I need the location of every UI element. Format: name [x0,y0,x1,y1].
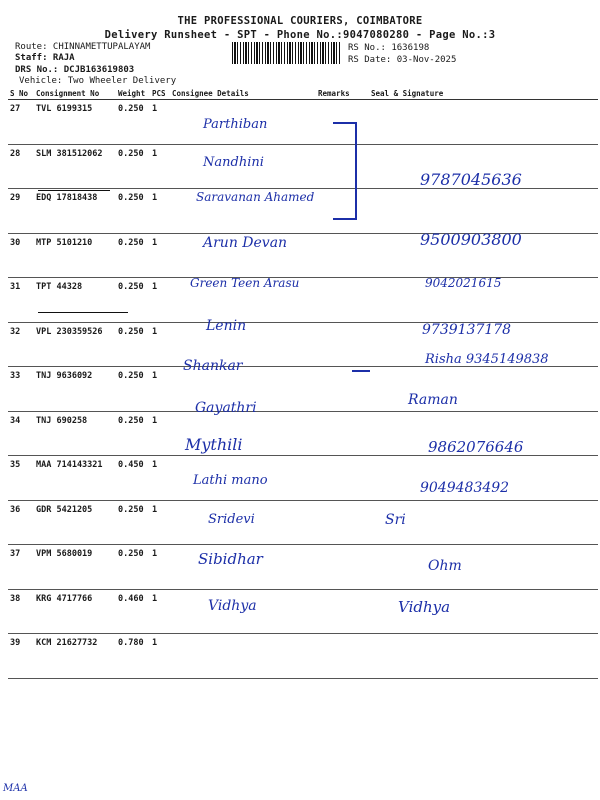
remarks-cell [316,322,369,367]
rs-number: RS No.: 1636198 [348,43,430,53]
remarks-cell [316,634,369,679]
weight-cell: 0.250 [116,233,150,278]
handwritten-signature: 9049483492 [420,480,510,496]
col-weight: Weight [116,88,150,100]
handwritten-signature: Sri [385,512,406,528]
pcs-cell: 1 [150,100,170,145]
remarks-cell [316,500,369,545]
consignee-cell [170,634,316,679]
sno-cell: 32 [8,322,34,367]
col-sno: S No [8,88,34,100]
handwritten-signature: 9739137178 [422,322,512,338]
handwritten-signature: 9862076646 [428,438,524,456]
pcs-cell: 1 [150,411,170,456]
handwritten-consignee: Saravanan Ahamed [196,190,315,204]
consignment-cell: SLM 381512062 [34,144,116,189]
handwritten-signature: 9500903800 [420,230,522,249]
col-remarks: Remarks [316,88,369,100]
handwritten-consignee: Arun Devan [203,235,288,251]
sno-cell: 35 [8,456,34,501]
handwritten-consignee: Gayathri [195,400,257,416]
weight-cell: 0.250 [116,500,150,545]
handwritten-consignee: Lathi mano [193,473,268,488]
weight-cell: 0.250 [116,545,150,590]
handwritten-consignee: Sibidhar [198,550,263,568]
remarks-cell [316,456,369,501]
weight-cell: 0.450 [116,456,150,501]
table-header-row [8,88,598,100]
handwritten-consignee: Lenin [206,318,247,334]
remarks-dash [352,370,370,372]
col-consignment: Consignment No [34,88,116,100]
handwritten-consignee: Nandhini [203,155,264,170]
col-signature: Seal & Signature [369,88,598,100]
pcs-cell: 1 [150,322,170,367]
sno-cell: 36 [8,500,34,545]
pcs-cell: 1 [150,189,170,234]
pcs-cell: 1 [150,233,170,278]
table-row [8,589,598,634]
handwritten-consignee: Shankar [183,358,243,374]
barcode [232,42,342,64]
remarks-cell [316,367,369,412]
route-label: Route: CHINNAMETTUPALAYAM [15,42,151,52]
weight-cell: 0.250 [116,144,150,189]
table-row [8,456,598,501]
table-row [8,278,598,323]
table-row [8,545,598,590]
sno-cell: 28 [8,144,34,189]
staff-label: Staff: RAJA [15,53,75,63]
pcs-cell: 1 [150,144,170,189]
weight-cell: 0.250 [116,189,150,234]
handwritten-consignee: Parthiban [203,117,268,132]
handwritten-signature: Raman [408,392,458,408]
consignment-cell: VPM 5680019 [34,545,116,590]
handwritten-signature: Vidhya [398,598,451,616]
signature-cell [369,367,598,412]
strike-mark [38,190,110,191]
handwritten-signature: Risha 9345149838 [425,352,549,367]
sno-cell: 30 [8,233,34,278]
signature-cell [369,545,598,590]
consignment-cell: MAA 714143321 [34,456,116,501]
consignment-cell: MTP 5101210 [34,233,116,278]
consignment-cell: KCM 21627732 [34,634,116,679]
pcs-cell: 1 [150,500,170,545]
handwritten-consignee: Sridevi [208,512,255,527]
strike-mark [38,312,128,313]
consignment-cell: TPT 44328 [34,278,116,323]
col-pcs: PCS [150,88,170,100]
handwritten-signature: 9042021615 [425,276,502,290]
handwritten-consignee: Vidhya [208,598,257,614]
sno-cell: 29 [8,189,34,234]
handwritten-signature: Ohm [428,558,462,574]
remarks-cell [316,233,369,278]
pcs-cell: 1 [150,278,170,323]
pcs-cell: 1 [150,545,170,590]
remarks-cell [316,411,369,456]
vehicle-label: Vehicle: Two Wheeler Delivery [19,76,177,86]
sno-cell: 31 [8,278,34,323]
signature-cell [369,100,598,145]
pcs-cell: 1 [150,589,170,634]
sno-cell: 38 [8,589,34,634]
table-row [8,367,598,412]
handwritten-consignee: Green Teen Arasu [190,276,300,290]
col-consignee: Consignee Details [170,88,316,100]
table-row [8,100,598,145]
consignment-cell: TVL 6199315 [34,100,116,145]
sno-cell: 37 [8,545,34,590]
pcs-cell: 1 [150,634,170,679]
consignment-cell: TNJ 9636092 [34,367,116,412]
consignment-cell: TNJ 690258 [34,411,116,456]
remarks-cell [316,278,369,323]
consignment-cell: KRG 4717766 [34,589,116,634]
consignment-cell: EDQ 17818438 [34,189,116,234]
handwritten-consignee: Mythili [185,435,243,454]
sno-cell: 33 [8,367,34,412]
footer-note: MAA [3,783,28,794]
weight-cell: 0.780 [116,634,150,679]
consignment-cell: GDR 5421205 [34,500,116,545]
remarks-cell [316,589,369,634]
sno-cell: 27 [8,100,34,145]
pcs-cell: 1 [150,456,170,501]
sno-cell: 34 [8,411,34,456]
signature-cell [369,634,598,679]
table-row [8,634,598,679]
consignment-cell: VPL 230359526 [34,322,116,367]
pcs-cell: 1 [150,367,170,412]
remarks-bracket [333,122,357,220]
weight-cell: 0.250 [116,411,150,456]
weight-cell: 0.250 [116,278,150,323]
weight-cell: 0.250 [116,322,150,367]
runsheet-title: Delivery Runsheet - SPT - Phone No.:9047080280 - Page No.:3 [104,29,496,41]
weight-cell: 0.250 [116,367,150,412]
handwritten-signature: 9787045636 [420,170,522,189]
signature-cell [369,189,598,234]
table-row [8,500,598,545]
weight-cell: 0.250 [116,100,150,145]
remarks-cell [316,545,369,590]
weight-cell: 0.460 [116,589,150,634]
drs-number: DRS No.: DCJB163619803 [15,65,135,75]
company-title: THE PROFESSIONAL COURIERS, COIMBATORE [177,15,423,27]
rs-date: RS Date: 03-Nov-2025 [348,55,457,65]
sno-cell: 39 [8,634,34,679]
